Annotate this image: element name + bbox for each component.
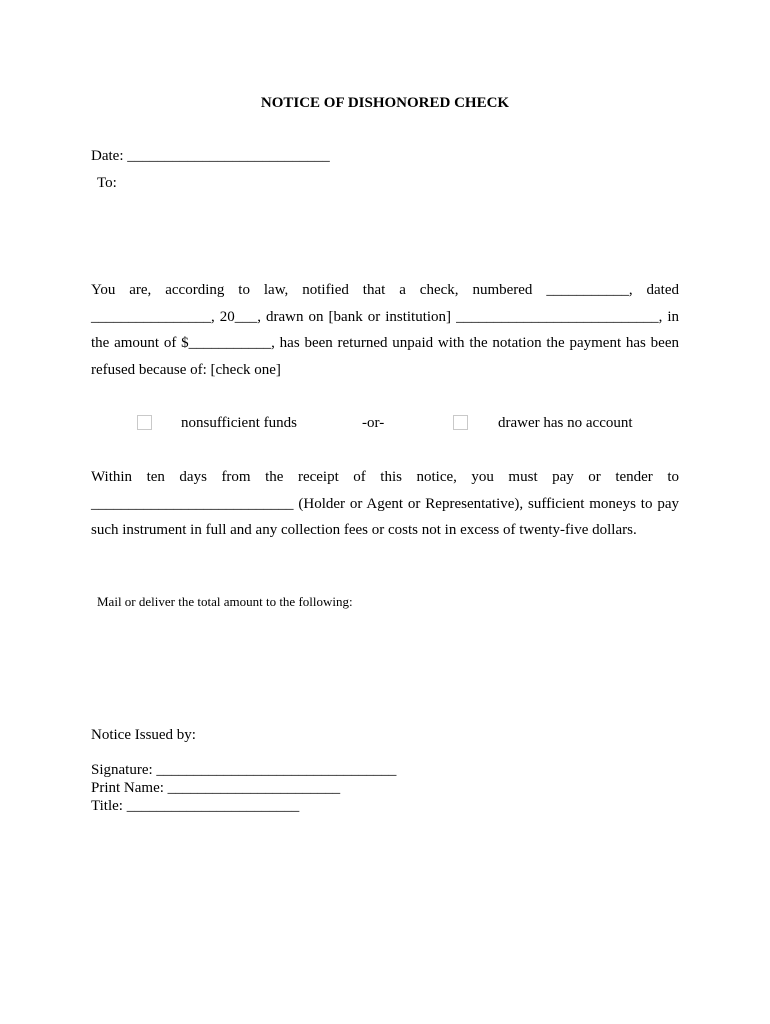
print-name-line: Print Name: _______________________ [91,780,341,796]
or-separator: -or- [362,415,385,431]
issued-by-heading: Notice Issued by: [91,727,196,743]
payment-line-2: ___________________________ (Holder or Agent or Representative), sufficient moneys to pay [91,495,679,512]
payment-line-1: Within ten days from the receipt of this notice, you must pay or tender to [91,469,679,485]
nonsufficient-funds-checkbox[interactable] [137,415,152,430]
date-line: Date: ___________________________ [91,148,330,164]
payment-paragraph [91,464,679,544]
nonsufficient-funds-label: nonsufficient funds [181,415,297,431]
payment-line-3: such instrument in full and any collection fees or costs not in excess of twenty-five dollars. [91,522,637,539]
signature-line: Signature: ________________________________ [91,762,397,778]
notice-line-3: the amount of $___________, has been returned unpaid with the notation the payment has been [91,335,679,352]
notice-line-4: refused because of: [check one] [91,362,281,379]
document-title: NOTICE OF DISHONORED CHECK [260,95,510,111]
notice-line-2: ________________, 20___, drawn on [bank or institution] ___________________________, in [91,308,679,325]
to-label: To: [97,175,117,191]
notice-paragraph [91,277,679,384]
mail-instruction: Mail or deliver the total amount to the following: [97,594,353,609]
notice-line-1: You are, according to law, notified that a check, numbered ___________, dated [91,282,679,298]
no-account-checkbox[interactable] [453,415,468,430]
no-account-label: drawer has no account [498,415,633,431]
title-line: Title: _______________________ [91,798,300,814]
